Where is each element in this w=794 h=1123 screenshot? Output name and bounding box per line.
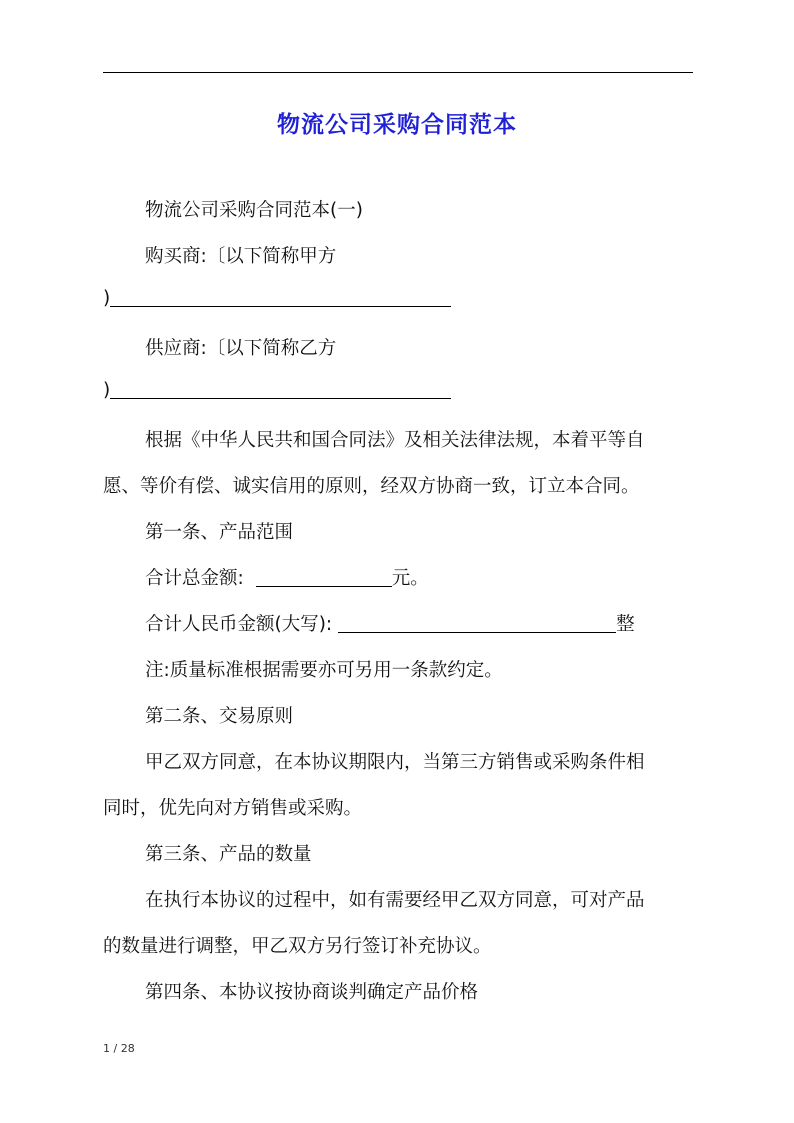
supplier-blank[interactable] — [110, 380, 451, 399]
total-amount-line — [145, 564, 429, 590]
buyer-close-paren: ) — [103, 288, 111, 309]
rmb-amount-line — [145, 610, 635, 636]
subtitle: 物流公司采购合同范本(一) — [145, 200, 363, 221]
article2-line-1: 甲乙双方同意，在本协议期限内，当第三方销售或采购条件相 — [145, 752, 645, 773]
page-number: 1 / 28 — [103, 1042, 135, 1055]
article3-line-2: 的数量进行调整，甲乙双方另行签订补充协议。 — [103, 936, 492, 957]
intro-line-1: 根据《中华人民共和国合同法》及相关法律法规，本着平等自 — [145, 430, 645, 451]
supplier-line — [103, 380, 451, 401]
article3-title: 第三条、产品的数量 — [145, 844, 312, 865]
supplier-label: 供应商:〔以下简称乙方 — [145, 338, 337, 359]
total-amount-blank[interactable] — [256, 568, 392, 587]
article3-line-1: 在执行本协议的过程中，如有需要经甲乙双方同意，可对产品 — [145, 890, 645, 911]
article4-title: 第四条、本协议按协商谈判确定产品价格 — [145, 982, 479, 1003]
rmb-amount-label: 合计人民币金额(大写): — [145, 614, 333, 635]
buyer-line — [103, 288, 451, 309]
total-amount-label: 合计总金额: — [145, 568, 244, 589]
article2-title: 第二条、交易原则 — [145, 706, 294, 727]
buyer-blank[interactable] — [110, 288, 451, 307]
article2-line-2: 同时，优先向对方销售或采购。 — [103, 798, 363, 819]
rmb-amount-suffix: 整 — [616, 614, 635, 635]
intro-line-2: 愿、等价有偿、诚实信用的原则，经双方协商一致，订立本合同。 — [103, 476, 640, 497]
header-rule — [103, 72, 693, 73]
document-title: 物流公司采购合同范本 — [277, 112, 517, 138]
rmb-amount-blank[interactable] — [338, 614, 616, 633]
quality-note: 注:质量标准根据需要亦可另用一条款约定。 — [145, 660, 503, 681]
total-amount-unit: 元。 — [391, 568, 429, 589]
supplier-close-paren: ) — [103, 380, 111, 401]
article1-title: 第一条、产品范围 — [145, 522, 294, 543]
buyer-label: 购买商:〔以下简称甲方 — [145, 246, 337, 267]
